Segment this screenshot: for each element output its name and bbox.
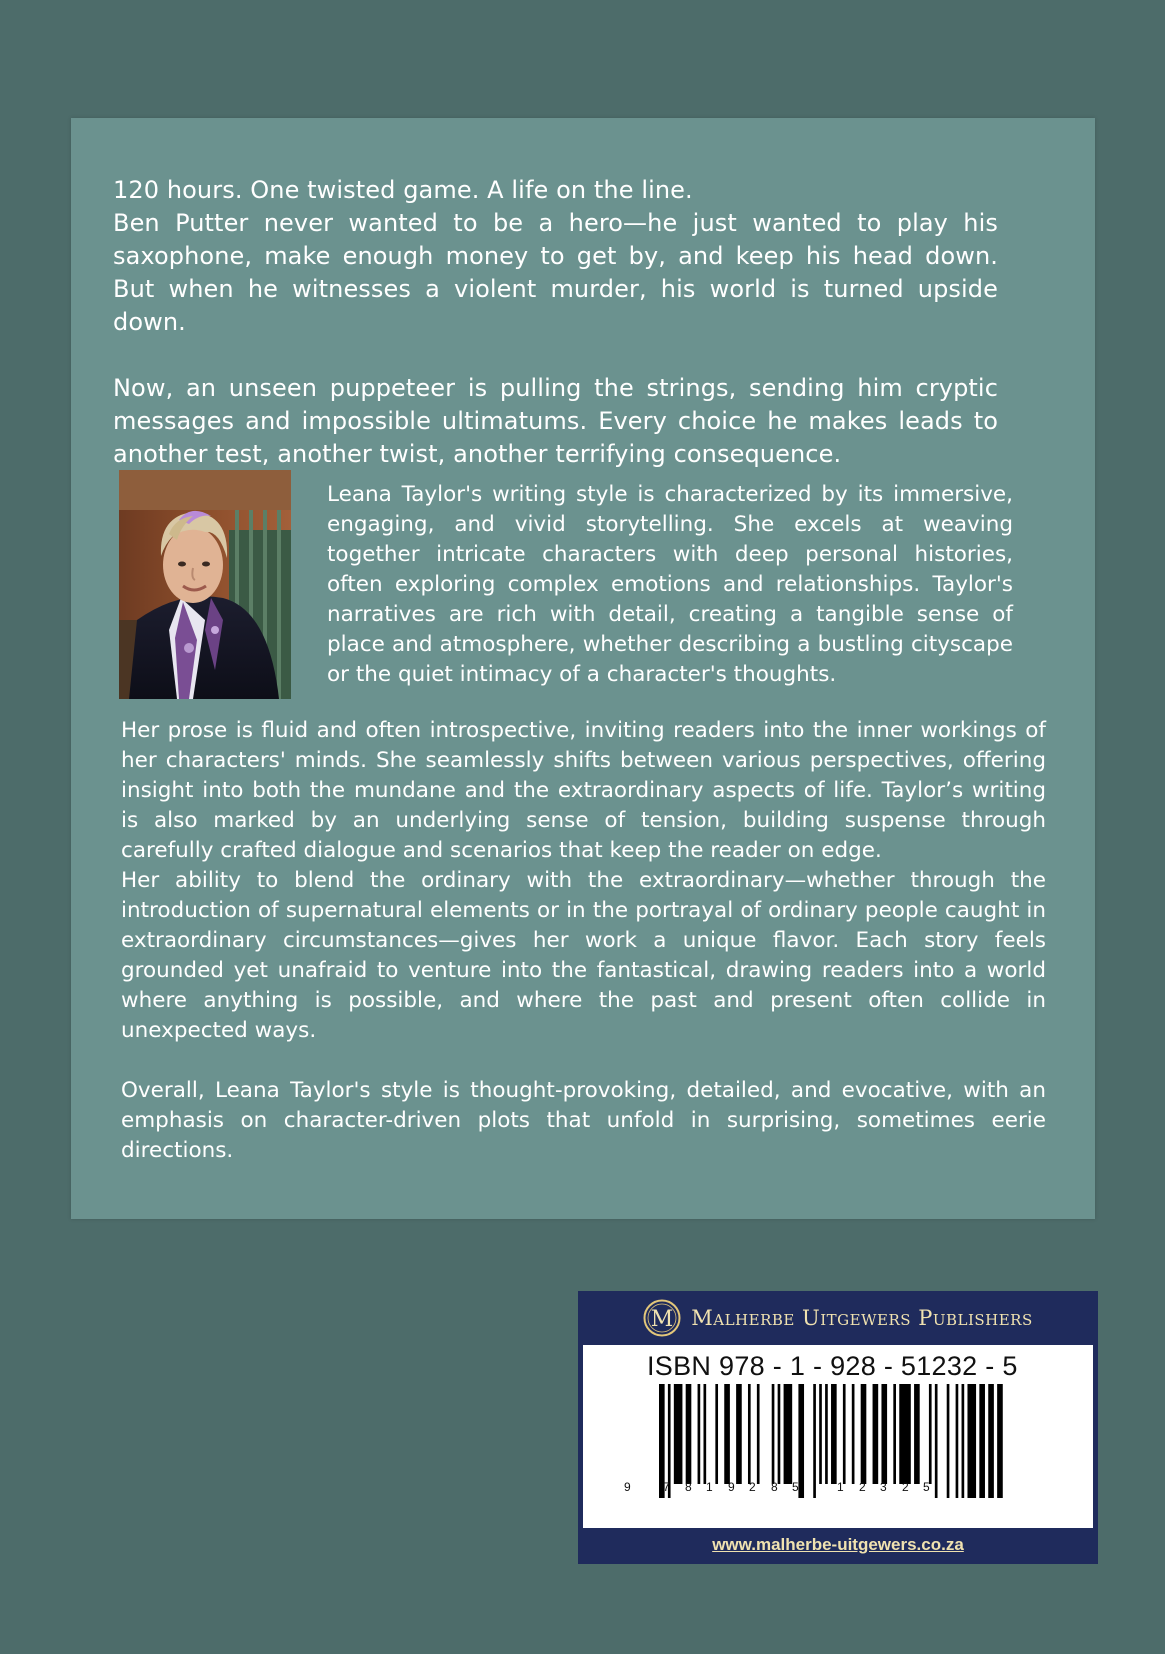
bio-paragraph: Her ability to blend the ordinary with the extraordinary—whether through the introduction of supernatural elements or in the portrayal of ordinary people caught in extraordinary circumstances—gives her work a unique flavor. Each story feels grounded yet unafraid to venture into the fantastical, drawing readers into a world where anything is possible, and where the past and present often collide in unexpected ways. xyxy=(121,868,1046,1043)
barcode-bar xyxy=(784,1384,793,1484)
bio-paragraph: Her prose is fluid and often introspective, inviting readers into the inner workings of her characters' minds. She seamlessly shifts between various perspectives, offering insight into both the mundane and the extraordinary aspects of life. Taylor’s writing is also marked by an underlying sense of tension, building suspense through carefully crafted dialogue and scenarios that keep the reader on edge. xyxy=(121,718,1046,863)
barcode-bar xyxy=(772,1384,775,1484)
barcode-digit: 1 xyxy=(837,1480,844,1494)
barcode-bar xyxy=(825,1384,828,1484)
barcode-digit: 8 xyxy=(685,1480,692,1494)
barcode-box xyxy=(583,1345,1093,1528)
barcode-bar xyxy=(861,1384,867,1484)
barcode-digit: 5 xyxy=(792,1480,799,1494)
publisher-website-link[interactable]: www.malherbe-uitgewers.co.za xyxy=(712,1535,964,1554)
barcode-digit: 7 xyxy=(663,1480,670,1494)
blurb-paragraph: Ben Putter never wanted to be a hero—he just wanted to play his saxophone, make enough money to get by, and keep his head down. But when he witnesses a violent murder, his world is turned upside down. xyxy=(113,209,998,336)
blurb xyxy=(113,174,998,471)
barcode-bar xyxy=(698,1384,701,1484)
barcode-digit: 9 xyxy=(728,1480,735,1494)
author-photo xyxy=(119,470,291,699)
isbn-label: ISBN 978 - 1 - 928 - 51232 - 5 xyxy=(647,1351,1018,1381)
barcode-digits xyxy=(583,1480,1093,1500)
author-bio-intro xyxy=(327,480,1013,690)
svg-text:M: M xyxy=(650,1307,674,1332)
publisher-header xyxy=(578,1291,1098,1345)
barcode-bar xyxy=(724,1384,730,1484)
barcode-bar xyxy=(778,1384,781,1484)
publisher-logo-icon xyxy=(643,1299,681,1337)
barcode-bar xyxy=(819,1384,822,1484)
barcode-bar xyxy=(703,1384,706,1484)
barcode-bar xyxy=(893,1384,896,1484)
barcode-bar xyxy=(736,1384,742,1484)
barcode-bar xyxy=(873,1384,879,1484)
bio-intro-paragraph: Leana Taylor's writing style is characterized by its immersive, engaging, and vivid storytelling. She excels at weaving together intricate characters with deep personal histories, often exploring complex emotions and relationships. Taylor's narratives are rich with detail, creating a tangible sense of place and atmosphere, whether describing a bustling cityscape or the quiet intimacy of a character's thoughts. xyxy=(327,482,1013,687)
barcode-digit: 9 xyxy=(624,1480,631,1494)
barcode-digit: 2 xyxy=(902,1480,909,1494)
publisher-block xyxy=(578,1291,1098,1564)
barcode-digit: 8 xyxy=(771,1480,778,1494)
barcode-bar xyxy=(674,1384,683,1484)
barcode-bar xyxy=(843,1384,846,1484)
text-panel xyxy=(71,118,1095,1219)
barcode-bar xyxy=(748,1384,751,1484)
barcode-bar xyxy=(757,1384,760,1484)
bio-paragraph: Overall, Leana Taylor's style is thought-provoking, detailed, and evocative, with an emphasis on character-driven plots that unfold in surprising, sometimes eerie directions. xyxy=(121,1078,1046,1163)
barcode-bar xyxy=(929,1384,932,1484)
author-bio xyxy=(121,716,1046,1166)
barcode-digit: 2 xyxy=(749,1480,756,1494)
publisher-name: Malherbe Uitgewers Publishers xyxy=(691,1306,1033,1330)
blurb-paragraph: Now, an unseen puppeteer is pulling the strings, sending him cryptic messages and impossible ultimatums. Every choice he makes leads to another test, another twist, another terrifying consequence. xyxy=(113,374,998,468)
barcode-digit: 1 xyxy=(706,1480,713,1494)
barcode-bar xyxy=(715,1384,718,1484)
barcode-digit: 5 xyxy=(923,1480,930,1494)
barcode-bar xyxy=(914,1384,920,1484)
barcode-bar xyxy=(881,1384,887,1484)
barcode-bar xyxy=(852,1384,855,1484)
barcode-bar xyxy=(831,1384,837,1484)
blurb-tagline: 120 hours. One twisted game. A life on the line. xyxy=(113,176,693,204)
barcode-bar xyxy=(899,1384,911,1484)
barcode-bar xyxy=(686,1384,692,1484)
barcode-digit: 2 xyxy=(859,1480,866,1494)
barcode-digit: 3 xyxy=(880,1480,887,1494)
